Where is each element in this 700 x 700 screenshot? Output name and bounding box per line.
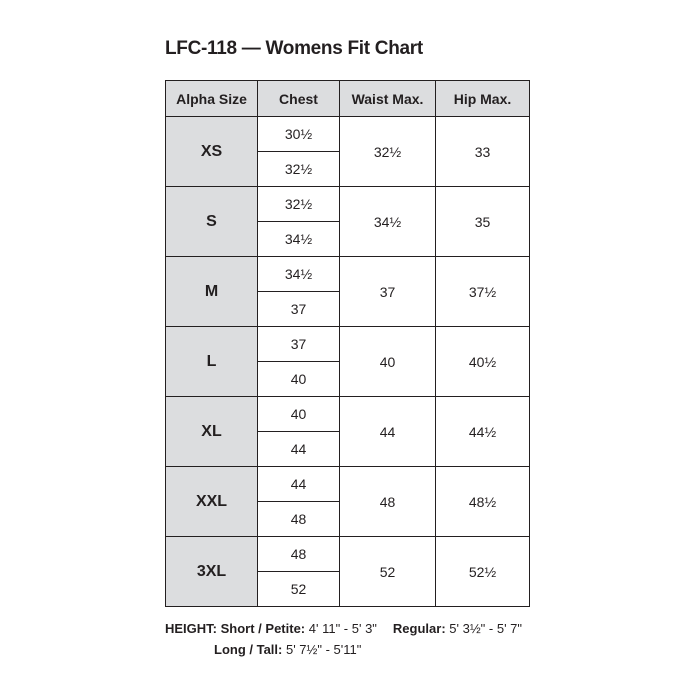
header-waist-max: Waist Max. bbox=[340, 81, 436, 117]
table-row bbox=[166, 187, 530, 222]
height-note-line-2 bbox=[214, 642, 361, 657]
chest-cell: 44 bbox=[258, 467, 340, 502]
long-tall-value: 5' 7½" - 5'11" bbox=[285, 642, 362, 657]
table-row bbox=[166, 257, 530, 292]
header-alpha-size: Alpha Size bbox=[166, 81, 258, 117]
chest-cell: 32½ bbox=[258, 187, 340, 222]
chest-cell: 37 bbox=[258, 292, 340, 327]
long-tall-label: Long / Tall: bbox=[214, 642, 283, 657]
hip-cell: 40½ bbox=[436, 327, 530, 397]
table-row bbox=[166, 467, 530, 502]
hip-cell: 44½ bbox=[436, 397, 530, 467]
table-row bbox=[166, 117, 530, 152]
size-cell: M bbox=[166, 257, 258, 327]
chest-cell: 48 bbox=[258, 502, 340, 537]
chart-title: LFC-118 — Womens Fit Chart bbox=[165, 38, 423, 59]
chest-cell: 40 bbox=[258, 362, 340, 397]
header-chest: Chest bbox=[258, 81, 340, 117]
chest-cell: 52 bbox=[258, 572, 340, 607]
short-petite-value: 4' 11" - 5' 3" bbox=[308, 621, 377, 636]
table-row bbox=[166, 327, 530, 362]
size-cell: XXL bbox=[166, 467, 258, 537]
header-row bbox=[166, 81, 530, 117]
hip-cell: 52½ bbox=[436, 537, 530, 607]
chest-cell: 30½ bbox=[258, 117, 340, 152]
chest-cell: 44 bbox=[258, 432, 340, 467]
fit-chart-table bbox=[165, 80, 530, 607]
short-petite-label: Short / Petite: bbox=[220, 621, 306, 636]
chest-cell: 40 bbox=[258, 397, 340, 432]
waist-cell: 32½ bbox=[340, 117, 436, 187]
hip-cell: 48½ bbox=[436, 467, 530, 537]
chest-cell: 37 bbox=[258, 327, 340, 362]
waist-cell: 48 bbox=[340, 467, 436, 537]
header-hip-max: Hip Max. bbox=[436, 81, 530, 117]
size-cell: L bbox=[166, 327, 258, 397]
hip-cell: 33 bbox=[436, 117, 530, 187]
height-label: HEIGHT: bbox=[165, 621, 217, 636]
size-cell: XS bbox=[166, 117, 258, 187]
hip-cell: 37½ bbox=[436, 257, 530, 327]
regular-value: 5' 3½" - 5' 7" bbox=[449, 621, 523, 636]
table-row bbox=[166, 537, 530, 572]
waist-cell: 34½ bbox=[340, 187, 436, 257]
waist-cell: 37 bbox=[340, 257, 436, 327]
chest-cell: 34½ bbox=[258, 257, 340, 292]
hip-cell: 35 bbox=[436, 187, 530, 257]
waist-cell: 40 bbox=[340, 327, 436, 397]
size-cell: 3XL bbox=[166, 537, 258, 607]
waist-cell: 44 bbox=[340, 397, 436, 467]
chest-cell: 48 bbox=[258, 537, 340, 572]
regular-label: Regular: bbox=[392, 621, 446, 636]
height-note-line-1 bbox=[165, 621, 522, 636]
chest-cell: 34½ bbox=[258, 222, 340, 257]
table-row bbox=[166, 397, 530, 432]
waist-cell: 52 bbox=[340, 537, 436, 607]
size-cell: XL bbox=[166, 397, 258, 467]
size-cell: S bbox=[166, 187, 258, 257]
chest-cell: 32½ bbox=[258, 152, 340, 187]
